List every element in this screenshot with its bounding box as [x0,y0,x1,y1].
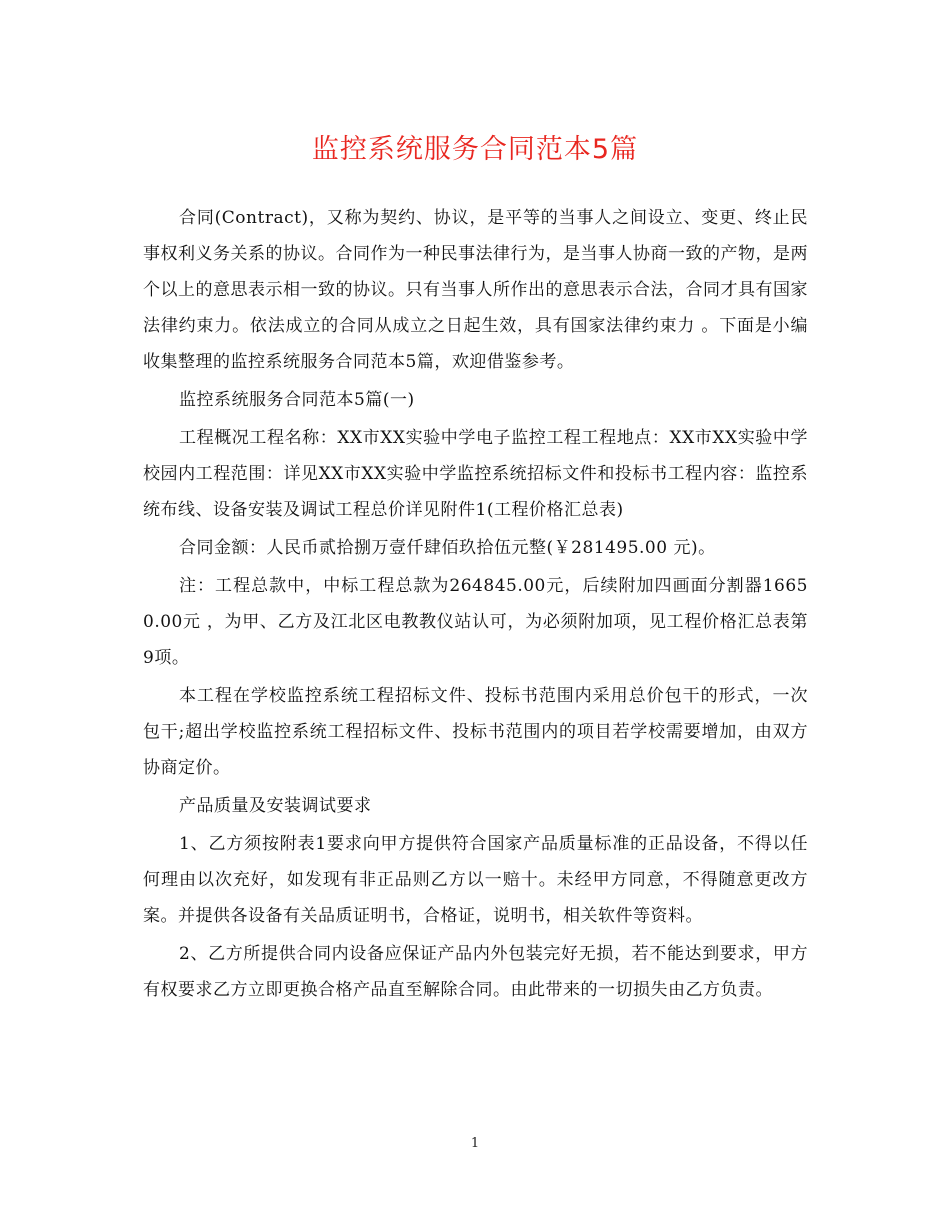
section-heading-quality: 产品质量及安装调试要求 [179,796,372,816]
paragraph-intro: 合同(Contract)，又称为契约、协议，是平等的当事人之间设立、变更、终止民事权利义务关系的协议。合同作为一种民事法律行为，是当事人协商一致的产物，是两个以上的意思表示相一致的协议。只有当事人所作出的意思表示合法，合同才具有国家法律约束力。依法成立的合同从成立之日起生效，具有国家法律约束力 。下面是小编收集整理的监控系统服务合同范本5篇，欢迎借鉴参考。 [143,208,808,372]
paragraph-lump-sum: 本工程在学校监控系统工程招标文件、投标书范围内采用总价包干的形式，一次包干;超出学校监控系统工程招标文件、投标书范围内的项目若学校需要增加，由双方协商定价。 [143,686,808,778]
paragraph-project-overview: 工程概况工程名称：XX市XX实验中学电子监控工程工程地点：XX市XX实验中学校园内工程范围：详见XX市XX实验中学监控系统招标文件和投标书工程内容：监控系统布线、设备安装及调试工程总价详见附件1(工程价格汇总表) [143,428,808,520]
document-body [143,200,808,1010]
paragraph-clause-1: 1、乙方须按附表1要求向甲方提供符合国家产品质量标准的正品设备，不得以任何理由以次充好，如发现有非正品则乙方以一赔十。未经甲方同意，不得随意更改方案。并提供各设备有关品质证明书，合格证，说明书，相关软件等资料。 [143,834,808,926]
document-title: 监控系统服务合同范本5篇 [311,134,639,165]
section-heading-contract-1: 监控系统服务合同范本5篇(一) [179,390,415,410]
page-number: 1 [470,1136,480,1151]
paragraph-contract-amount: 合同金额：人民币贰拾捌万壹仟肆佰玖拾伍元整(￥281495.00 元)。 [179,538,716,558]
paragraph-note: 注：工程总款中，中标工程总款为264845.00元，后续附加四画面分割器16650.00元 ，为甲、乙方及江北区电教教仪站认可，为必须附加项，见工程价格汇总表第9项。 [143,576,808,668]
paragraph-clause-2: 2、乙方所提供合同内设备应保证产品内外包装完好无损，若不能达到要求，甲方有权要求乙方立即更换合格产品直至解除合同。由此带来的一切损失由乙方负责。 [143,944,808,1000]
